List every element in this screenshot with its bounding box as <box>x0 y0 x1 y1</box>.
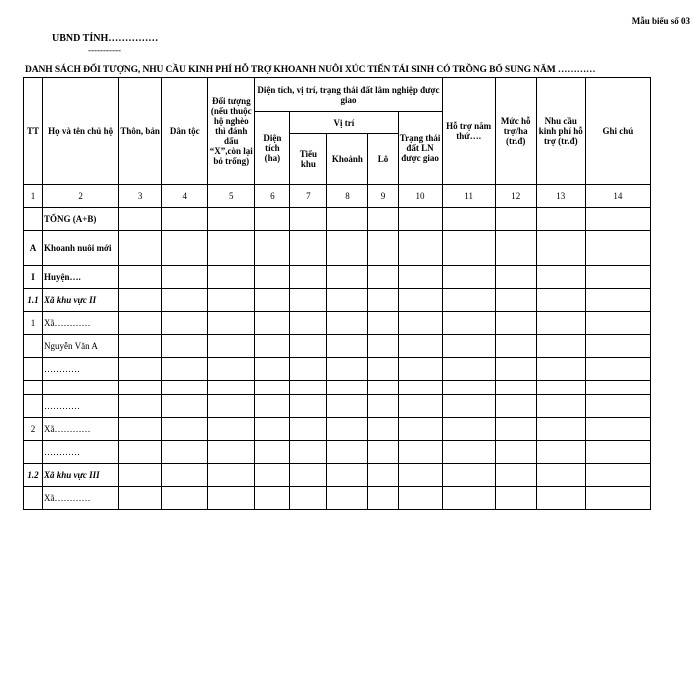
table-cell <box>442 335 495 358</box>
table-cell <box>290 335 327 358</box>
table-cell <box>495 358 536 381</box>
table-cell <box>398 208 442 231</box>
table-cell <box>162 335 208 358</box>
row-tt: 1.1 <box>24 289 43 312</box>
column-number: 3 <box>119 185 162 208</box>
table-cell <box>327 266 368 289</box>
table-cell <box>398 266 442 289</box>
row-tt <box>24 358 43 381</box>
table-cell <box>162 312 208 335</box>
table-cell <box>536 335 585 358</box>
header-note: Ghi chú <box>585 78 650 185</box>
table-cell <box>585 231 650 266</box>
table-cell <box>119 381 162 395</box>
table-cell <box>368 395 398 418</box>
table-cell <box>495 289 536 312</box>
table-cell <box>536 266 585 289</box>
row-name: ………… <box>43 395 119 418</box>
table-cell <box>255 358 290 381</box>
table-cell <box>119 312 162 335</box>
row-tt <box>24 208 43 231</box>
table-cell <box>208 231 255 266</box>
table-cell <box>208 487 255 510</box>
table-cell <box>495 335 536 358</box>
table-cell <box>398 381 442 395</box>
row-tt: 1 <box>24 312 43 335</box>
table-cell <box>536 208 585 231</box>
table-row <box>24 381 651 395</box>
table-cell <box>495 381 536 395</box>
table-cell <box>398 289 442 312</box>
row-tt <box>24 381 43 395</box>
table-cell <box>585 464 650 487</box>
table-cell <box>495 231 536 266</box>
table-cell <box>368 289 398 312</box>
table-cell <box>162 395 208 418</box>
table-cell <box>208 418 255 441</box>
row-tt: 2 <box>24 418 43 441</box>
table-cell <box>327 231 368 266</box>
table-cell <box>327 312 368 335</box>
row-tt: 1.2 <box>24 464 43 487</box>
header-land-group: Diện tích, vị trí, trạng thái đất lâm nghiệp được giao <box>255 78 442 112</box>
table-cell <box>368 335 398 358</box>
header-khoanh: Khoảnh <box>327 134 368 185</box>
table-row <box>24 266 651 289</box>
table-cell <box>536 289 585 312</box>
table-cell <box>495 395 536 418</box>
table-cell <box>162 464 208 487</box>
table-cell <box>327 381 368 395</box>
column-number: 11 <box>442 185 495 208</box>
table-cell <box>162 208 208 231</box>
table-cell <box>290 487 327 510</box>
table-cell <box>442 208 495 231</box>
table-cell <box>536 358 585 381</box>
header-rate: Mức hỗ trợ/ha (tr.đ) <box>495 78 536 185</box>
row-name: ………… <box>43 441 119 464</box>
table-cell <box>442 312 495 335</box>
table-cell <box>327 418 368 441</box>
table-cell <box>585 208 650 231</box>
agency-divider: ----------- <box>88 45 121 55</box>
header-location: Vị trí <box>290 112 398 134</box>
table-cell <box>585 289 650 312</box>
table-cell <box>119 395 162 418</box>
row-name: Xã………… <box>43 487 119 510</box>
row-name: Xã………… <box>43 418 119 441</box>
table-row <box>24 487 651 510</box>
row-name: Xã………… <box>43 312 119 335</box>
header-land-state: Trạng thái đất LN được giao <box>398 112 442 185</box>
column-number: 12 <box>495 185 536 208</box>
table-cell <box>208 289 255 312</box>
table-cell <box>162 381 208 395</box>
table-cell <box>398 335 442 358</box>
table-cell <box>290 312 327 335</box>
column-number: 5 <box>208 185 255 208</box>
column-number: 10 <box>398 185 442 208</box>
header-ethnic: Dân tộc <box>162 78 208 185</box>
table-cell <box>208 266 255 289</box>
table-cell <box>290 441 327 464</box>
table-cell <box>442 231 495 266</box>
row-name: Huyện…. <box>43 266 119 289</box>
table-cell <box>398 231 442 266</box>
table-row <box>24 464 651 487</box>
table-cell <box>536 487 585 510</box>
table-cell <box>585 418 650 441</box>
table-cell <box>290 289 327 312</box>
table-cell <box>585 487 650 510</box>
table-cell <box>368 381 398 395</box>
table-cell <box>536 312 585 335</box>
table-cell <box>327 487 368 510</box>
table-cell <box>255 418 290 441</box>
table-row <box>24 441 651 464</box>
table-cell <box>255 266 290 289</box>
table-cell <box>442 395 495 418</box>
table-cell <box>119 231 162 266</box>
table-cell <box>495 208 536 231</box>
support-list-table <box>23 77 651 510</box>
table-cell <box>442 381 495 395</box>
column-number: 6 <box>255 185 290 208</box>
table-row <box>24 335 651 358</box>
column-number: 1 <box>24 185 43 208</box>
header-tt: TT <box>24 78 43 185</box>
table-cell <box>255 395 290 418</box>
table-row <box>24 395 651 418</box>
table-cell <box>327 289 368 312</box>
table-cell <box>208 208 255 231</box>
table-cell <box>398 358 442 381</box>
table-cell <box>290 231 327 266</box>
row-tt: I <box>24 266 43 289</box>
table-cell <box>368 266 398 289</box>
row-tt <box>24 487 43 510</box>
table-cell <box>585 312 650 335</box>
row-name: ………… <box>43 358 119 381</box>
table-cell <box>162 289 208 312</box>
table-cell <box>327 464 368 487</box>
form-code: Mẫu biểu số 03 <box>631 16 690 26</box>
table-cell <box>536 381 585 395</box>
table-cell <box>495 418 536 441</box>
table-cell <box>585 335 650 358</box>
table-cell <box>398 464 442 487</box>
table-cell <box>495 312 536 335</box>
table-cell <box>290 418 327 441</box>
table-cell <box>208 441 255 464</box>
table-cell <box>398 395 442 418</box>
table-cell <box>208 464 255 487</box>
table-cell <box>327 395 368 418</box>
row-name: Xã khu vực III <box>43 464 119 487</box>
row-name: TỔNG (A+B) <box>43 208 119 231</box>
table-cell <box>327 208 368 231</box>
table-cell <box>398 418 442 441</box>
table-cell <box>255 464 290 487</box>
header-support-year: Hỗ trợ năm thứ…. <box>442 78 495 185</box>
header-area: Diện tích (ha) <box>255 112 290 185</box>
column-number: 14 <box>585 185 650 208</box>
table-cell <box>255 441 290 464</box>
column-number: 4 <box>162 185 208 208</box>
table-cell <box>290 266 327 289</box>
table-cell <box>208 358 255 381</box>
header-subzone: Tiểu khu <box>290 134 327 185</box>
row-name: Khoanh nuôi mới <box>43 231 119 266</box>
document-title: DANH SÁCH ĐỐI TƯỢNG, NHU CẦU KINH PHÍ HỖ TRỢ KHOANH NUÔI XÚC TIẾN TÁI SINH CÓ TRỒNG BỔ SUNG NĂM ………… <box>25 65 596 75</box>
row-name: Nguyễn Văn A <box>43 335 119 358</box>
table-cell <box>327 335 368 358</box>
table-cell <box>162 418 208 441</box>
table-cell <box>368 231 398 266</box>
table-cell <box>119 464 162 487</box>
table-cell <box>442 289 495 312</box>
table-cell <box>255 208 290 231</box>
table-cell <box>208 395 255 418</box>
column-number: 8 <box>327 185 368 208</box>
table-cell <box>368 487 398 510</box>
row-name: Xã khu vực II <box>43 289 119 312</box>
table-row <box>24 312 651 335</box>
table-cell <box>290 358 327 381</box>
table-cell <box>585 358 650 381</box>
table-cell <box>119 418 162 441</box>
row-tt <box>24 441 43 464</box>
column-number: 7 <box>290 185 327 208</box>
table-cell <box>255 335 290 358</box>
table-cell <box>119 335 162 358</box>
header-village: Thôn, bản <box>119 78 162 185</box>
table-cell <box>442 358 495 381</box>
table-cell <box>442 266 495 289</box>
table-cell <box>255 487 290 510</box>
table-cell <box>255 289 290 312</box>
column-number: 2 <box>43 185 119 208</box>
table-cell <box>536 231 585 266</box>
table-cell <box>327 358 368 381</box>
table-cell <box>398 487 442 510</box>
table-cell <box>162 358 208 381</box>
table-cell <box>368 208 398 231</box>
table-cell <box>290 395 327 418</box>
row-name <box>43 381 119 395</box>
table-cell <box>495 441 536 464</box>
table-cell <box>368 441 398 464</box>
table-cell <box>290 464 327 487</box>
table-cell <box>536 441 585 464</box>
table-cell <box>162 487 208 510</box>
table-cell <box>495 487 536 510</box>
table-cell <box>495 266 536 289</box>
table-cell <box>255 312 290 335</box>
header-subject: Đối tượng (nếu thuộc hộ nghèo thì đánh dấu “X”,còn lại bỏ trống) <box>208 78 255 185</box>
row-tt <box>24 335 43 358</box>
table-cell <box>368 312 398 335</box>
table-body <box>24 208 651 510</box>
table-row <box>24 418 651 441</box>
header-lo: Lô <box>368 134 398 185</box>
table-cell <box>290 381 327 395</box>
table-cell <box>208 335 255 358</box>
column-number: 9 <box>368 185 398 208</box>
table-cell <box>255 381 290 395</box>
table-cell <box>208 312 255 335</box>
table-cell <box>119 358 162 381</box>
table-cell <box>442 464 495 487</box>
table-cell <box>585 381 650 395</box>
table-cell <box>585 266 650 289</box>
table-cell <box>119 208 162 231</box>
header-name: Họ và tên chủ hộ <box>43 78 119 185</box>
column-number: 13 <box>536 185 585 208</box>
table-cell <box>119 487 162 510</box>
table-cell <box>585 441 650 464</box>
table-cell <box>162 266 208 289</box>
table-cell <box>255 231 290 266</box>
table-row <box>24 289 651 312</box>
table-cell <box>208 381 255 395</box>
table-cell <box>536 464 585 487</box>
table-cell <box>119 266 162 289</box>
table-cell <box>536 395 585 418</box>
table-cell <box>290 208 327 231</box>
table-cell <box>442 441 495 464</box>
table-cell <box>368 418 398 441</box>
table-cell <box>119 289 162 312</box>
header-need: Nhu cầu kinh phí hỗ trợ (tr.đ) <box>536 78 585 185</box>
table-cell <box>162 231 208 266</box>
agency-name: UBND TỈNH…………… <box>52 33 159 44</box>
table-row <box>24 208 651 231</box>
column-number-row <box>24 185 651 208</box>
table-cell <box>536 418 585 441</box>
table-cell <box>398 312 442 335</box>
table-cell <box>327 441 368 464</box>
table-cell <box>585 395 650 418</box>
table-row <box>24 358 651 381</box>
table-cell <box>368 464 398 487</box>
row-tt: A <box>24 231 43 266</box>
table-cell <box>119 441 162 464</box>
table-cell <box>162 441 208 464</box>
table-cell <box>398 441 442 464</box>
table-cell <box>368 358 398 381</box>
table-cell <box>442 418 495 441</box>
table-row <box>24 231 651 266</box>
table-cell <box>442 487 495 510</box>
table-cell <box>495 464 536 487</box>
row-tt <box>24 395 43 418</box>
